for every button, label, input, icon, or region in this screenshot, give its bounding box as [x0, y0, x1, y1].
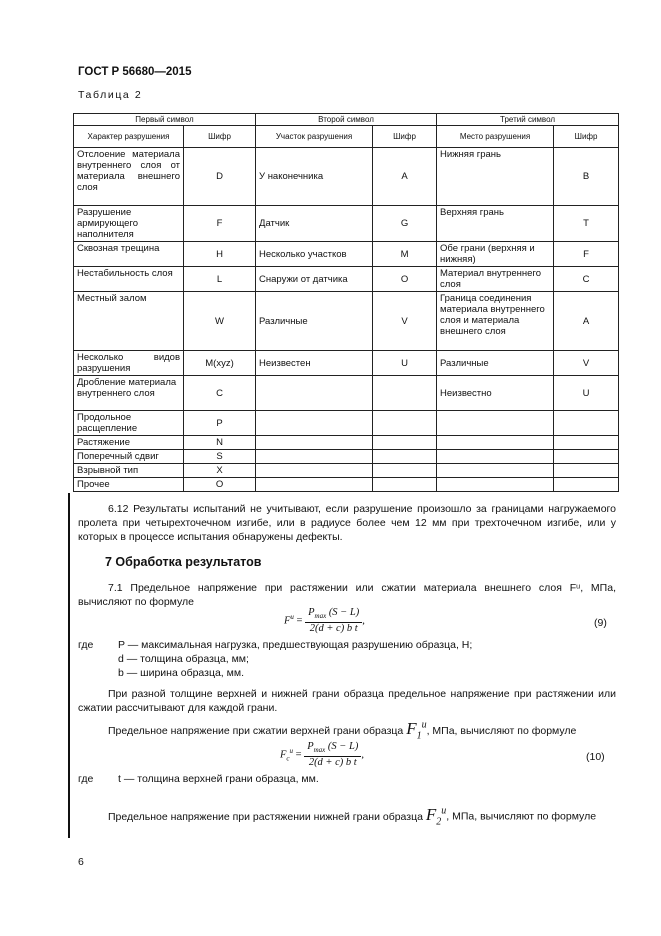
table-cell: [554, 450, 619, 464]
paragraph-7-1: 7.1 Предельное напряжение при растяжении или сжатии материала внешнего слоя Fᵘ, МПа, вычисляют по формуле: [78, 582, 616, 608]
table-cell: [373, 464, 437, 478]
table-cell: Разрушение армирующего наполнителя: [74, 206, 184, 242]
table-cell: Дробление материала внутреннего слоя: [74, 376, 184, 411]
paragraph-tension-text: Предельное напряжение при растяжении нижней грани образца: [108, 810, 423, 823]
table-cell: B: [554, 148, 619, 206]
table-cell: Нестабильность слоя: [74, 267, 184, 292]
where-item-10: t — толщина верхней грани образца, мм.: [118, 773, 319, 785]
table-cell: N: [184, 436, 256, 450]
table-cell: [437, 464, 554, 478]
table-cell: Взрывной тип: [74, 464, 184, 478]
table-cell: Материал внутреннего слоя: [437, 267, 554, 292]
equation-10: $F_c^u$ = $\frac{P_{max} (S - L)}{\text{2(d + c) b t}}$ ,: [280, 741, 364, 769]
table-row: [74, 478, 619, 492]
table-cell: H: [184, 242, 256, 267]
table-cell: Отслоение материала внутреннего слоя от материала внешнего слоя: [74, 148, 184, 206]
table-cell: A: [554, 292, 619, 351]
table-cell: Различные: [437, 351, 554, 376]
paragraph-different-thickness: При разной толщине верхней и нижней грани образца предельное напряжение при растяжении или сжатии рассчитывают для каждой грани.: [78, 688, 616, 714]
table-row: [74, 436, 619, 450]
table-row: [74, 292, 619, 351]
table-cell: [437, 478, 554, 492]
table-cell: Различные: [256, 292, 373, 351]
table-cell: S: [184, 450, 256, 464]
table-cell: [256, 411, 373, 436]
eq10-lhs-sub: c: [286, 754, 290, 763]
table-cell: Граница соединения материала внутреннего слоя и материала внешнего слоя: [437, 292, 554, 351]
where-item: b — ширина образца, мм.: [118, 667, 244, 679]
equation-9: $F^u$ = $\frac{P_{max} (S - L)}{\text{2(d + c) b t}}$ ,: [284, 607, 365, 635]
paragraph-tension: [78, 803, 616, 830]
table-row: [74, 267, 619, 292]
table-cell: M: [373, 242, 437, 267]
table-cell: O: [373, 267, 437, 292]
subheader: Характер разрушения: [74, 126, 184, 148]
table-cell: Несколько участков: [256, 242, 373, 267]
table-row: [74, 411, 619, 436]
table-cell: C: [554, 267, 619, 292]
table-row: [74, 148, 619, 206]
table-cell: Сквозная трещина: [74, 242, 184, 267]
table-cell: [437, 411, 554, 436]
eq9-num-rest: (S − L): [328, 607, 360, 618]
table-cell: [373, 478, 437, 492]
change-bar: [68, 493, 70, 838]
table-cell: P: [184, 411, 256, 436]
table-cell: Продольное расщепление: [74, 411, 184, 436]
where-item: [118, 638, 618, 652]
failure-codes-table: [73, 113, 619, 492]
table-cell: Прочее: [74, 478, 184, 492]
paragraph-compression-tail: , МПа, вычисляют по формуле: [426, 725, 577, 737]
table-cell: У наконечника: [256, 148, 373, 206]
table-row: [74, 351, 619, 376]
eq9-num-p: P: [308, 607, 315, 618]
table-cell: U: [373, 351, 437, 376]
subheader: Участок разрушения: [256, 126, 373, 148]
table-cell: T: [554, 206, 619, 242]
where-item-text: P — максимальная нагрузка, предшествующая разрушению образца, Н;: [118, 639, 473, 651]
eq9-lhs-sup: u: [290, 612, 294, 621]
table-row: [74, 206, 619, 242]
table-cell: [373, 436, 437, 450]
table-cell: L: [184, 267, 256, 292]
table-cell: [256, 450, 373, 464]
table-label: Таблица 2: [78, 89, 143, 101]
eq10-lhs-sup: u: [289, 746, 294, 755]
table-cell: [373, 450, 437, 464]
table-row: [74, 450, 619, 464]
table-cell: [554, 478, 619, 492]
table-cell: [256, 376, 373, 411]
table-cell: [554, 464, 619, 478]
eq10-num-p: P: [307, 741, 314, 752]
table-cell: [256, 464, 373, 478]
table-cell: Верхняя грань: [437, 206, 554, 242]
table-cell: [256, 478, 373, 492]
group-header-second: Второй символ: [256, 114, 437, 126]
table-cell: F: [554, 242, 619, 267]
table-cell: C: [184, 376, 256, 411]
table-cell: [373, 376, 437, 411]
table-cell: Несколько видов разрушения: [74, 351, 184, 376]
table-cell: [437, 450, 554, 464]
paragraph-compression: [108, 719, 576, 741]
table-cell: Неизвестно: [437, 376, 554, 411]
table-cell: Неизвестен: [256, 351, 373, 376]
paragraph-tension-tail: , МПа, вычисляют по формуле: [446, 810, 597, 823]
where-list-9: [118, 638, 618, 680]
subheader: Шифр: [373, 126, 437, 148]
table-cell: Датчик: [256, 206, 373, 242]
eq10-den: 2(d + c) b t: [308, 757, 357, 769]
table-cell: W: [184, 292, 256, 351]
table-cell: V: [554, 351, 619, 376]
equation-10-number: (10): [586, 751, 605, 763]
table-cell: Снаружи от датчика: [256, 267, 373, 292]
table-cell: D: [184, 148, 256, 206]
table-cell: [554, 436, 619, 450]
page-number: 6: [78, 856, 84, 868]
table-row: [74, 464, 619, 478]
eq9-lhs: F: [284, 615, 291, 627]
table-cell: G: [373, 206, 437, 242]
group-header-first: Первый символ: [74, 114, 256, 126]
subheader: Шифр: [184, 126, 256, 148]
table-cell: Нижняя грань: [437, 148, 554, 206]
table-row: [74, 376, 619, 411]
table-cell: A: [373, 148, 437, 206]
section-heading: 7 Обработка результатов: [105, 555, 262, 569]
equation-9-number: (9): [594, 617, 607, 629]
subheader: Шифр: [554, 126, 619, 148]
table-cell: O: [184, 478, 256, 492]
eq10-num-rest: (S − L): [327, 741, 359, 752]
table-cell: F: [184, 206, 256, 242]
group-header-third: Третий символ: [437, 114, 619, 126]
document-header: ГОСТ Р 56680—2015: [78, 66, 192, 78]
table-cell: Обе грани (верхняя и нижняя): [437, 242, 554, 267]
table-cell: Растяжение: [74, 436, 184, 450]
eq9-num-sub: max: [314, 612, 327, 621]
subheader: Место разрушения: [437, 126, 554, 148]
table-cell: V: [373, 292, 437, 351]
table-cell: [373, 411, 437, 436]
where-label-9: где: [78, 639, 94, 651]
table-cell: Местный залом: [74, 292, 184, 351]
paragraph-6-12: 6.12 Результаты испытаний не учитывают, если разрушение произошло за границами нагружаемого пролета при четырехточечном изгибе, или в радиусе более чем 12 мм при трехточечном изгибе, или у которых в процессе испытания обнаружены дефекты.: [78, 503, 616, 543]
table-row: [74, 242, 619, 267]
table-cell: [437, 436, 554, 450]
where-label-10: где: [78, 773, 94, 785]
eq9-den: 2(d + c) b t: [309, 623, 358, 635]
table-cell: U: [554, 376, 619, 411]
table-cell: [256, 436, 373, 450]
table-cell: X: [184, 464, 256, 478]
f1u-symbol: $F_1^u$: [406, 719, 427, 742]
table-cell: M(xyz): [184, 351, 256, 376]
f2u-symbol: $F_2^u$: [425, 804, 447, 828]
paragraph-compression-text: Предельное напряжение при сжатии верхней грани образца: [108, 725, 404, 737]
eq10-lhs: F: [280, 749, 287, 761]
where-item: d — толщина образца, мм;: [118, 653, 249, 665]
eq10-num-sub: max: [313, 746, 326, 755]
table-cell: Поперечный сдвиг: [74, 450, 184, 464]
table-cell: [554, 411, 619, 436]
